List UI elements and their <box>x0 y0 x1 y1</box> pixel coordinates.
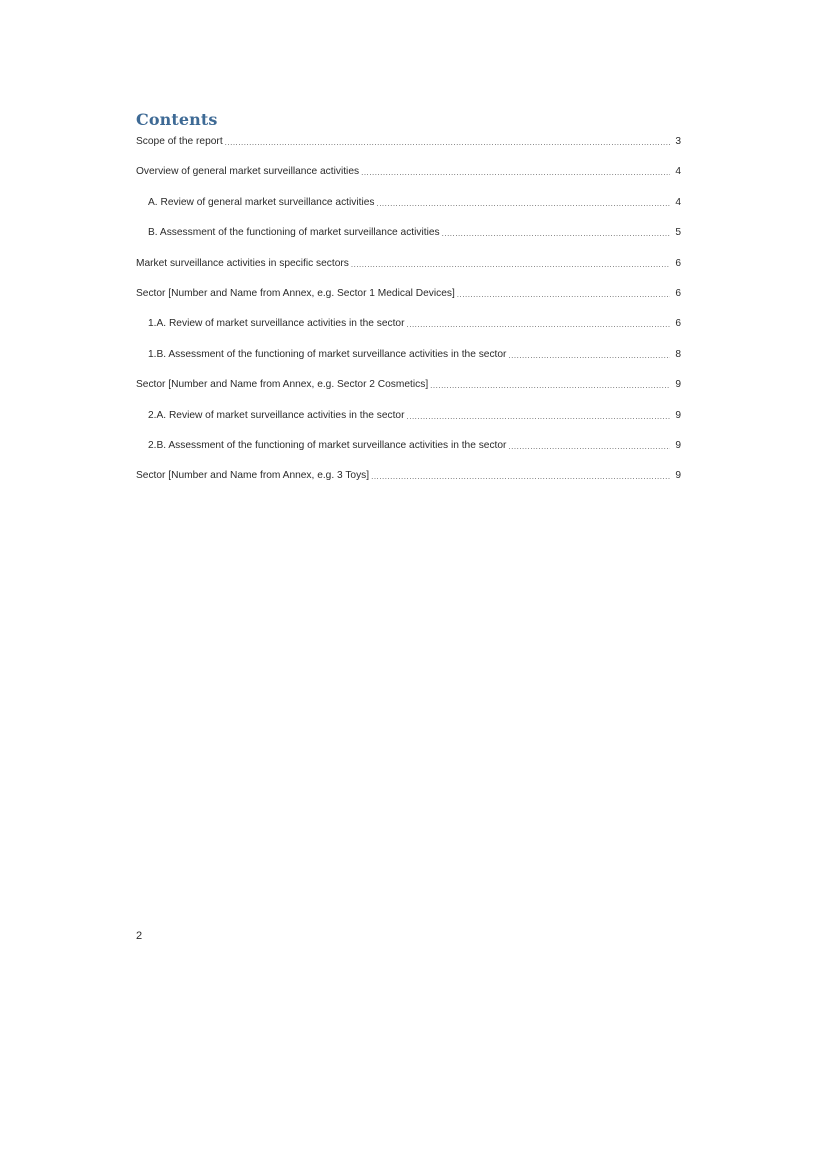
toc-entry-page: 9 <box>675 409 681 421</box>
toc-entry[interactable] <box>136 315 681 345</box>
toc-entry[interactable] <box>136 133 681 163</box>
toc-entry-title: Market surveillance activities in specific sectors <box>136 257 349 269</box>
toc-entry-page: 9 <box>675 470 681 482</box>
toc-leader-dots <box>376 195 670 213</box>
toc-entry-title: 1.A. Review of market surveillance activities in the sector <box>148 318 405 330</box>
toc-entry[interactable] <box>136 255 681 285</box>
toc-entry[interactable] <box>136 346 681 376</box>
toc-entry-title: B. Assessment of the functioning of market surveillance activities <box>148 227 440 239</box>
toc-entry[interactable] <box>136 437 681 467</box>
toc-entry-title: Overview of general market surveillance activities <box>136 166 360 178</box>
page-number: 2 <box>136 930 143 942</box>
toc-leader-dots <box>351 256 670 274</box>
toc-leader-dots <box>508 438 670 456</box>
toc-leader-dots <box>407 408 671 426</box>
toc-entry-title: 2.B. Assessment of the functioning of market surveillance activities in the sector <box>148 439 507 451</box>
toc-leader-dots <box>407 316 671 334</box>
toc-entry-title: A. Review of general market surveillance activities <box>148 196 375 208</box>
toc-entry[interactable] <box>136 467 681 497</box>
toc-leader-dots <box>371 468 670 486</box>
toc-entry[interactable] <box>136 407 681 437</box>
toc-entry-page: 9 <box>675 379 681 391</box>
toc-entry-title: Sector [Number and Name from Annex, e.g. Sector 1 Medical Devices] <box>136 287 455 299</box>
table-of-contents <box>136 133 681 498</box>
toc-entry-page: 9 <box>675 439 681 451</box>
toc-entry-page: 6 <box>675 287 681 299</box>
toc-entry-page: 6 <box>675 257 681 269</box>
toc-entry-page: 4 <box>675 196 681 208</box>
toc-leader-dots <box>442 225 670 243</box>
toc-entry-page: 8 <box>675 348 681 360</box>
toc-entry[interactable] <box>136 163 681 193</box>
toc-entry-page: 3 <box>675 136 681 147</box>
toc-leader-dots <box>457 286 670 304</box>
toc-entry[interactable] <box>136 285 681 315</box>
toc-entry-title: Sector [Number and Name from Annex, e.g. 3 Toys] <box>136 470 370 482</box>
toc-entry[interactable] <box>136 224 681 254</box>
toc-heading: Contents <box>136 110 218 129</box>
toc-leader-dots <box>508 347 670 365</box>
toc-leader-dots <box>225 134 670 152</box>
toc-entry-page: 6 <box>675 318 681 330</box>
toc-leader-dots <box>361 164 670 182</box>
toc-entry[interactable] <box>136 194 681 224</box>
toc-leader-dots <box>430 377 670 395</box>
toc-entry-title: Scope of the report <box>136 136 223 147</box>
toc-entry-title: 1.B. Assessment of the functioning of market surveillance activities in the sector <box>148 348 507 360</box>
toc-entry[interactable] <box>136 376 681 406</box>
toc-entry-page: 4 <box>675 166 681 178</box>
toc-entry-page: 5 <box>675 227 681 239</box>
toc-entry-title: Sector [Number and Name from Annex, e.g. Sector 2 Cosmetics] <box>136 379 429 391</box>
toc-entry-title: 2.A. Review of market surveillance activities in the sector <box>148 409 405 421</box>
